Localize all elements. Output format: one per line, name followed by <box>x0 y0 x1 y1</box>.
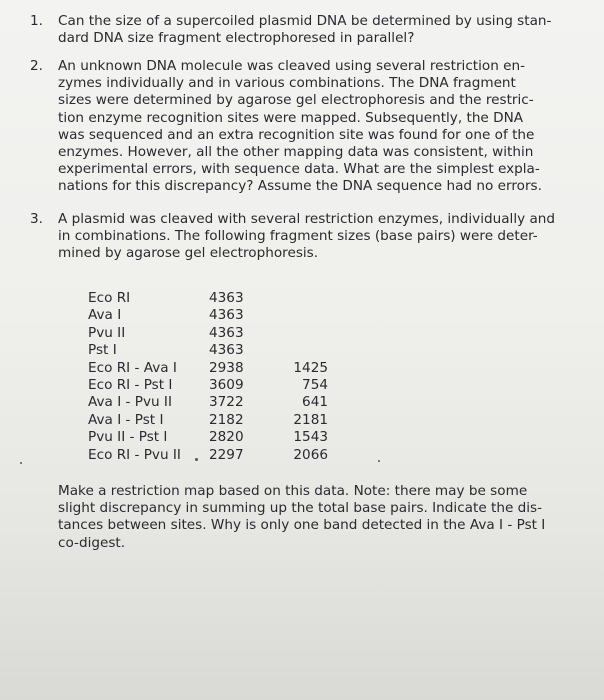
enzyme-label: Pvu II - Pst I <box>88 429 168 446</box>
enzyme-label: Eco RI - Ava I <box>88 359 177 376</box>
question-3-number: 3. <box>30 211 43 227</box>
enzyme-label: Pvu II <box>88 324 126 341</box>
question-3-instructions: Make a restriction map based on this data. Note: there may be some slight discrepancy in summing up the total base pairs. Indicate the dis- tances between sites. Why is only one band detected in the Ava I - Pst I co-digest. <box>58 483 546 551</box>
fragment-size-1: 4363 <box>209 342 244 359</box>
ink-dot-mark <box>195 458 198 461</box>
question-1 <box>30 13 575 47</box>
enzyme-label: Eco RI - Pvu II <box>88 446 181 463</box>
question-3-text: A plasmid was cleaved with several restriction enzymes, individually and in combinations. The following fragment sizes (base pairs) were deter- mined by agarose gel electrophoresis. <box>58 211 556 262</box>
enzyme-label: Eco RI - Pst I <box>88 376 173 393</box>
fragment-size-1: 2182 <box>209 411 244 428</box>
fragment-size-2: 1543 <box>293 429 328 446</box>
fragment-size-2: 1425 <box>293 359 328 376</box>
enzyme-label: Ava I - Pst I <box>88 411 164 428</box>
table-row <box>88 307 328 324</box>
question-2 <box>30 58 575 196</box>
question-2-number: 2. <box>30 58 43 74</box>
fragment-size-1: 2938 <box>209 359 244 376</box>
enzyme-label: Pst I <box>88 342 117 359</box>
fragment-size-2: 641 <box>302 394 328 411</box>
ink-dot-mark <box>378 460 380 462</box>
table-row <box>88 360 328 377</box>
table-row <box>88 377 328 394</box>
table-row <box>88 429 328 446</box>
ink-dot-mark <box>20 462 22 464</box>
question-3 <box>30 211 575 263</box>
fragment-size-2: 2066 <box>293 446 328 463</box>
question-1-number: 1. <box>30 13 43 29</box>
fragment-size-1: 2820 <box>209 429 244 446</box>
table-row <box>88 342 328 359</box>
table-row <box>88 394 328 411</box>
table-row <box>88 447 328 464</box>
fragment-size-2: 2181 <box>293 411 328 428</box>
fragment-size-1: 3609 <box>209 376 244 393</box>
fragment-size-1: 2297 <box>209 446 244 463</box>
enzyme-label: Ava I - Pvu II <box>88 394 172 411</box>
table-row <box>88 325 328 342</box>
enzyme-label: Eco RI <box>88 290 131 306</box>
fragment-size-2: 754 <box>302 376 328 393</box>
question-2-text: An unknown DNA molecule was cleaved using several restriction en- zymes individually and in various combinations. The DNA fragment sizes were determined by agarose gel electrophoresis and the restric- tion enzyme recognition sites were mapped. Subsequently, the DNA was sequenced and an extra recognition site was found for one of the enzymes. However, all the other mapping data was consistent, within experimental errors, with sequence data. What are the simplest expla- nations for this discrepancy? Assume the DNA sequence had no errors. <box>58 58 542 195</box>
fragment-size-table <box>88 290 328 464</box>
fragment-size-1: 4363 <box>209 324 244 341</box>
table-row <box>88 412 328 429</box>
question-1-text: Can the size of a supercoiled plasmid DNA be determined by using stan- dard DNA size fragment electrophoresed in parallel? <box>58 13 552 47</box>
enzyme-label: Ava I <box>88 307 122 324</box>
fragment-size-1: 3722 <box>209 394 244 411</box>
fragment-size-1: 4363 <box>209 307 244 324</box>
fragment-size-1: 4363 <box>209 290 244 306</box>
table-row <box>88 290 328 307</box>
